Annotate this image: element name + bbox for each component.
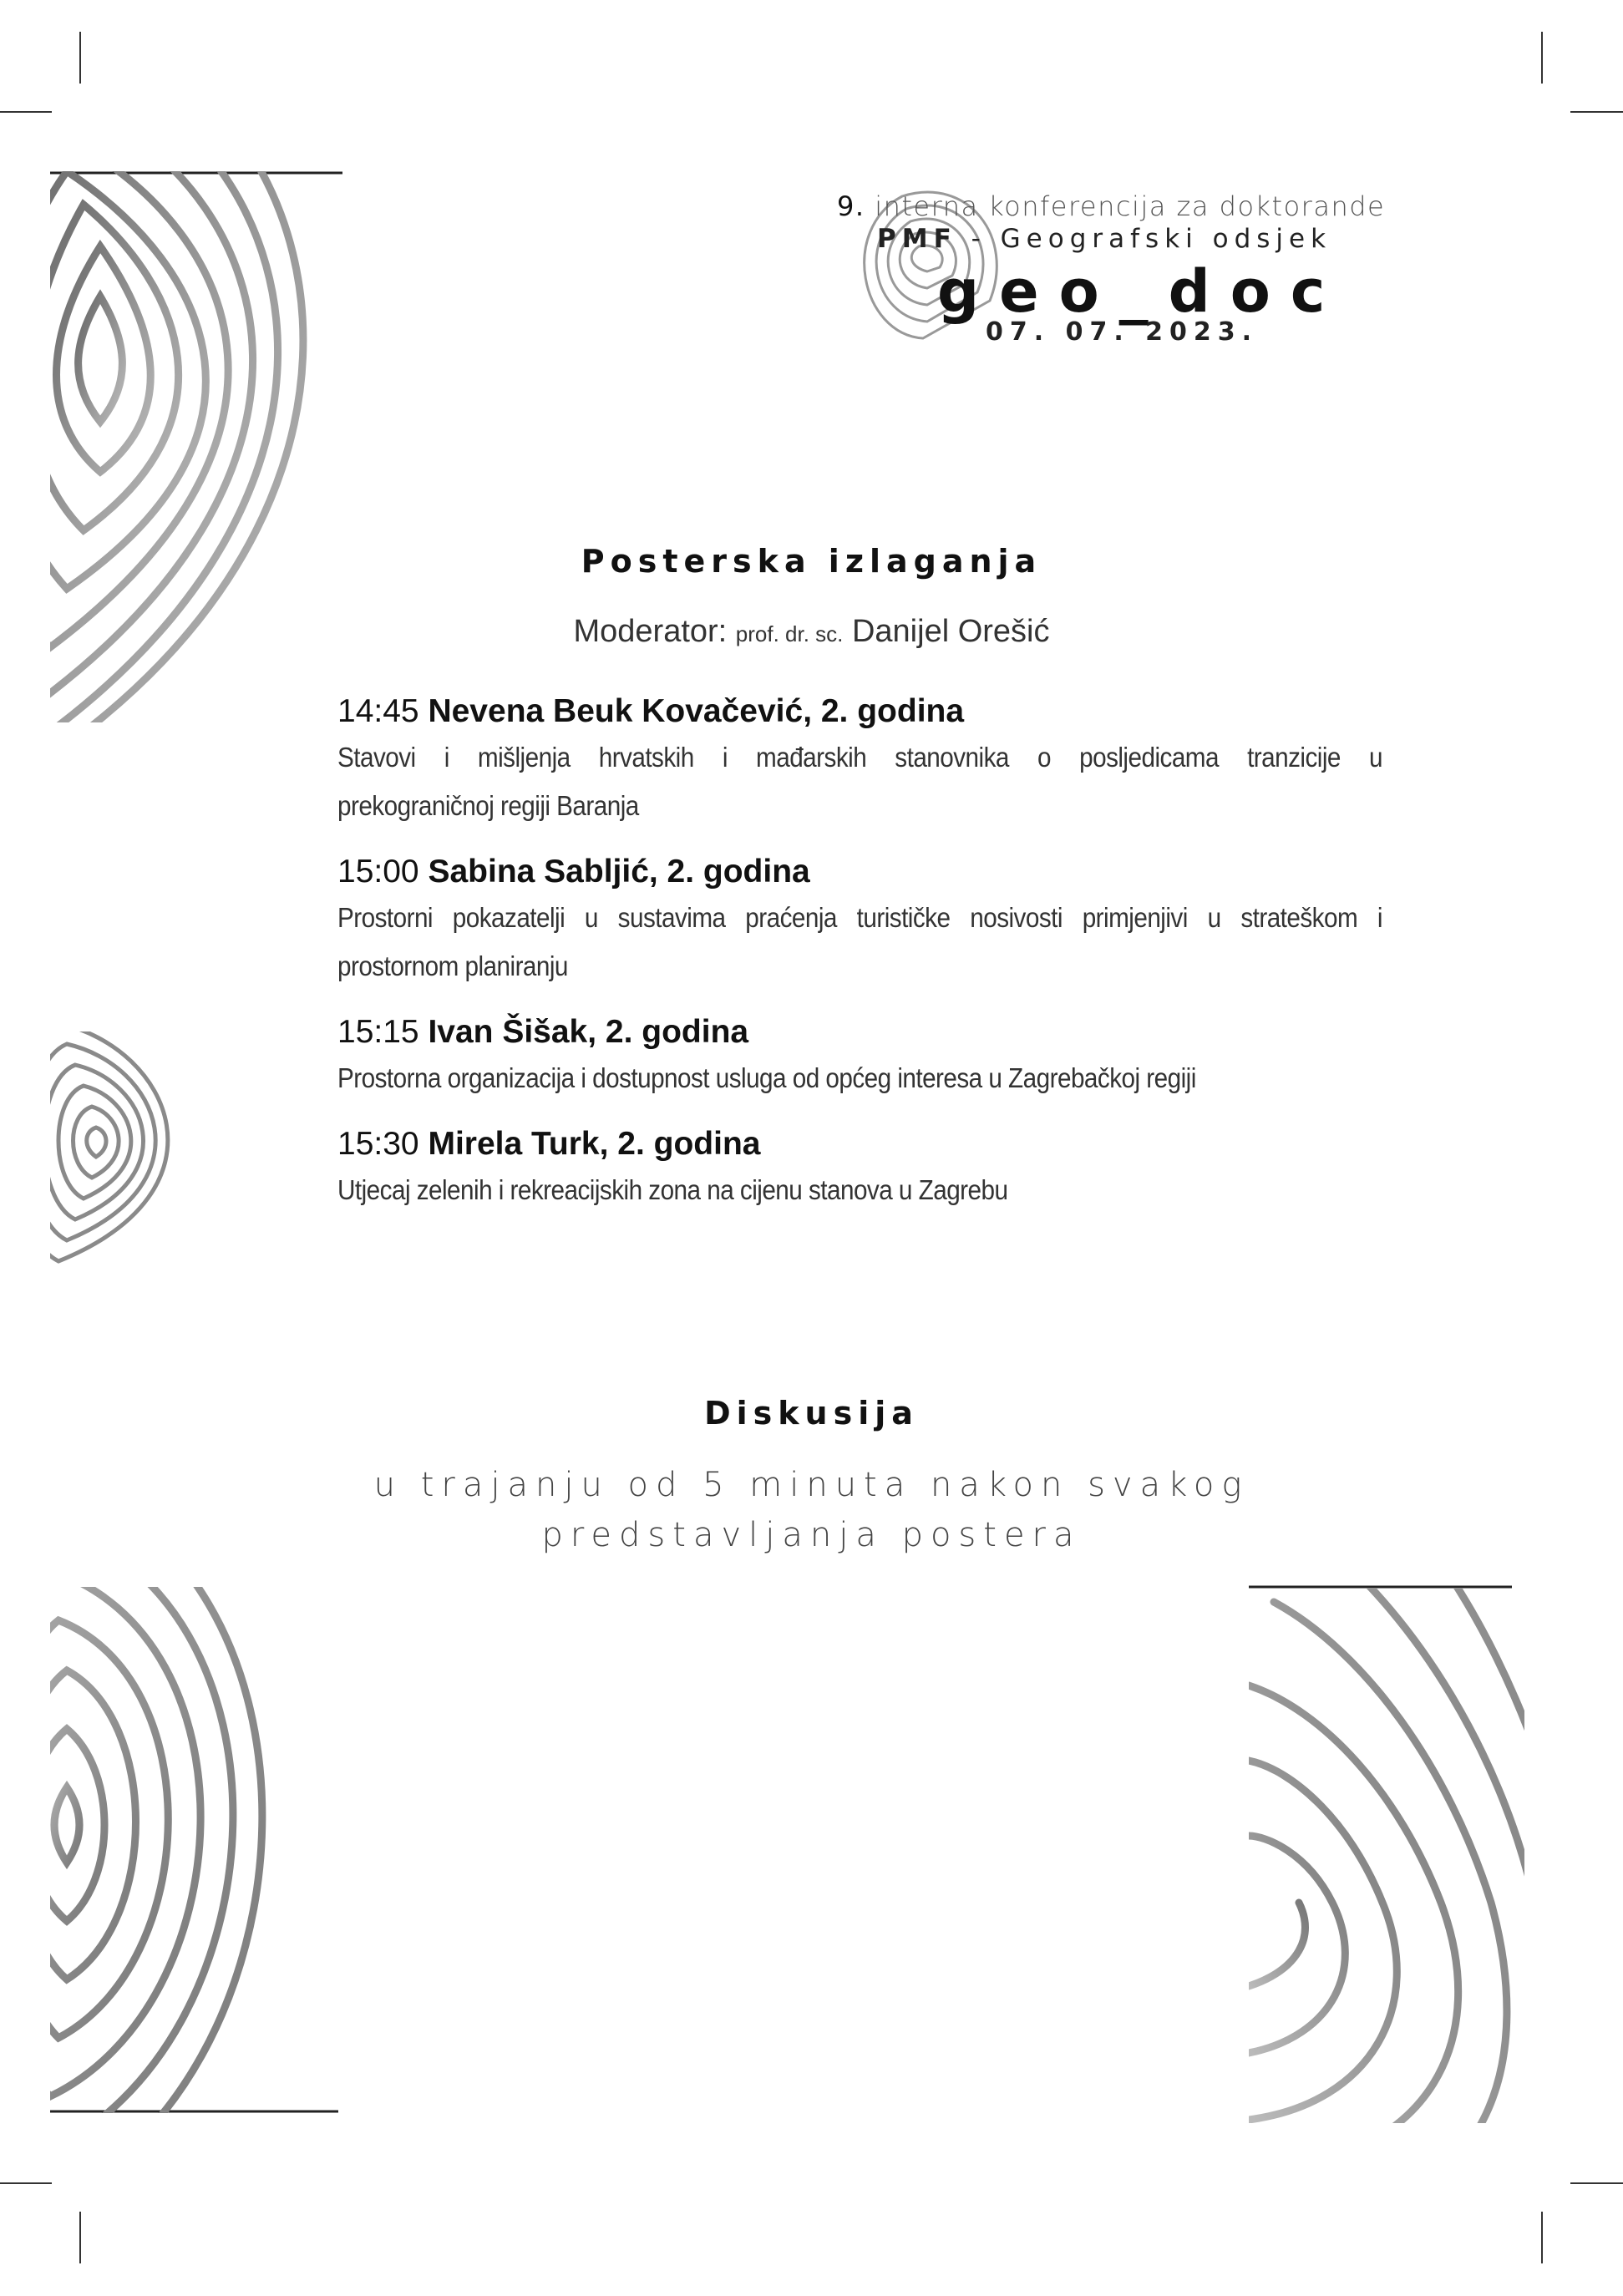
poster-schedule	[337, 690, 1382, 1234]
crop-mark	[0, 111, 52, 113]
moderator-academic-title: prof. dr. sc.	[735, 621, 844, 646]
institution-dash: -	[971, 224, 986, 254]
discussion-line: u trajanju od 5 minuta nakon svakog	[373, 1466, 1250, 1504]
entry-heading	[337, 1123, 1382, 1166]
discussion-title: Diskusija	[704, 1395, 919, 1432]
department-name: Geografski odsjek	[1000, 224, 1332, 254]
presenter-name: Mirela Turk, 2. godina	[428, 1126, 761, 1162]
conference-line: interna konferencija za doktorande	[875, 190, 1386, 222]
crop-mark	[79, 32, 81, 84]
schedule-entry	[337, 850, 1382, 991]
institution-pmf: PMF	[877, 224, 957, 254]
crop-mark	[1570, 111, 1623, 113]
entry-time: 15:00	[337, 854, 419, 890]
poster-title-line: Prostorni pokazatelji u sustavima praćenja turističke nosivosti primjenjivi u strateškom i	[337, 902, 1382, 933]
poster-title	[337, 1054, 1382, 1102]
poster-title-line: Utjecaj zelenih i rekreacijskih zona na cijenu stanova u Zagrebu	[337, 1174, 1008, 1205]
discussion-line: predstavljanja postera	[541, 1516, 1082, 1554]
entry-heading	[337, 1011, 1382, 1054]
moderator-name: Danijel Orešić	[851, 614, 1050, 649]
schedule-entry	[337, 690, 1382, 830]
poster-title	[337, 1166, 1382, 1214]
poster-title-line: Stavovi i mišljenja hrvatskih i mađarskih stanovnika o posljedicama tranzicije u	[337, 742, 1382, 773]
presenter-name: Sabina Sabljić, 2. godina	[428, 854, 810, 890]
entry-time: 15:15	[337, 1014, 419, 1050]
presenter-name: Nevena Beuk Kovačević, 2. godina	[428, 693, 965, 729]
moderator-line	[0, 614, 1623, 650]
moderator-label: Moderator:	[573, 614, 728, 649]
edition-number: 9.	[837, 190, 865, 222]
section-title: Posterska izlaganja	[581, 543, 1042, 580]
crop-mark	[1570, 2182, 1623, 2184]
poster-title-line: prekograničnoj regiji Baranja	[337, 790, 639, 821]
conference-subtitle	[837, 190, 1385, 222]
crop-mark	[1541, 2212, 1543, 2263]
topographic-decoration-left-middle	[50, 1031, 217, 1265]
institution-line	[877, 224, 1331, 254]
schedule-entry	[337, 1123, 1382, 1214]
entry-time: 15:30	[337, 1126, 419, 1162]
entry-heading	[337, 850, 1382, 894]
poster-title	[337, 733, 1382, 830]
conference-title: geo_doc	[937, 257, 1346, 326]
crop-mark	[1541, 32, 1543, 84]
entry-heading	[337, 690, 1382, 733]
conference-date: 07. 07. 2023.	[986, 317, 1259, 347]
entry-time: 14:45	[337, 693, 419, 729]
topographic-decoration-bottom-right	[1249, 1585, 1524, 2124]
topographic-decoration-bottom-left	[50, 1587, 342, 2121]
presenter-name: Ivan Šišak, 2. godina	[428, 1014, 749, 1050]
crop-mark	[79, 2212, 81, 2263]
poster-title-line: prostornom planiranju	[337, 950, 568, 981]
schedule-entry	[337, 1011, 1382, 1102]
poster-title	[337, 894, 1382, 991]
crop-mark	[0, 2182, 52, 2184]
discussion-text	[0, 1460, 1623, 1560]
poster-title-line: Prostorna organizacija i dostupnost usluga od općeg interesa u Zagrebačkoj regiji	[337, 1062, 1196, 1093]
